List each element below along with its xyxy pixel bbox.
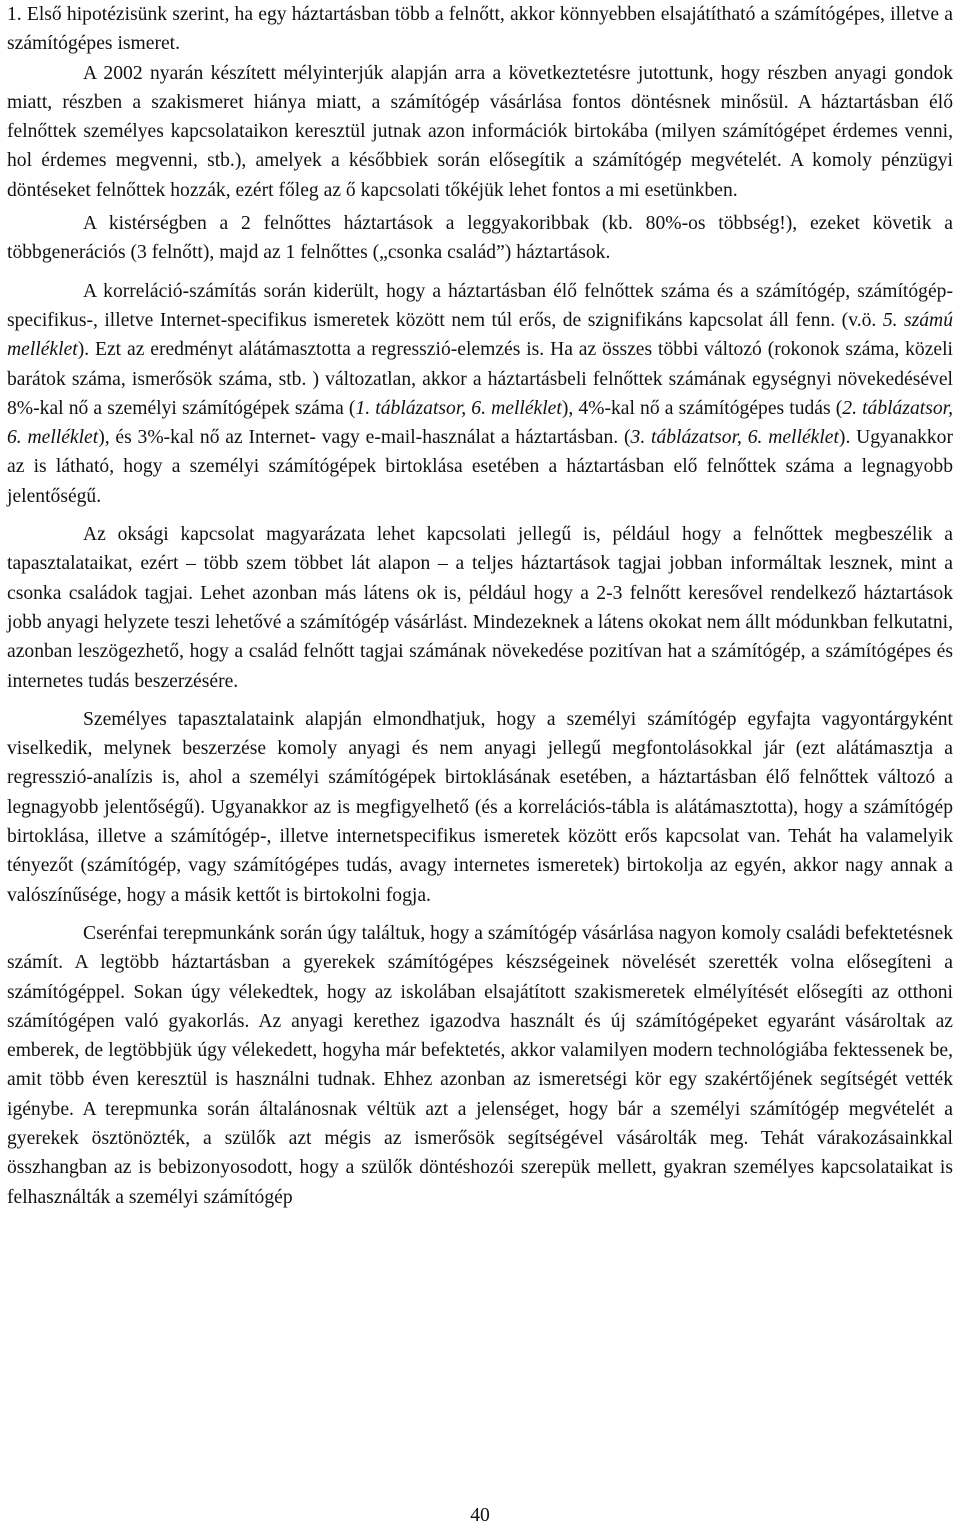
- text-run: ). Ugyanakkor az is látható, hogy a személyi számítógépek birtoklása esetében a háztartásban elő felnőttek száma a legnagyobb jelentőségű.: [7, 427, 953, 507]
- italic-reference: 2. táblázatsor, 6. melléklet: [7, 397, 953, 449]
- page-number: 40: [470, 1505, 490, 1526]
- text-run: ), és 3%-kal nő az Internet- vagy e-mail-használat a háztartásban. (: [98, 427, 631, 449]
- text-run: ), 4%-kal nő a számítógépes tudás (: [561, 397, 843, 419]
- paragraph-interviews: [7, 59, 953, 205]
- paragraph-fieldwork: [7, 919, 953, 1212]
- text-run: Személyes tapasztalataink alapján elmondhatjuk, hogy a személyi számítógép egyfajta vagyontárgyként viselkedik, melynek beszerzése komoly anyagi és nem anyagi jellegű megfontolásokkal jár (ezt alátámasztja a regresszió-analízis is, ahol a személyi számítógépek birtoklásának esetében, a háztartásban élő felnőttek változó a legnagyobb jelentőségű). Ugyanakkor az is megfigyelhető (és a korrelációs-tábla is alátámasztotta), hogy a számítógép birtoklása, illetve a számítógép-, illetve internetspecifikus ismeretek között erős kapcsolat van. Tehát ha valamelyik tényezőt (számítógép, vagy számítógépes tudás, avagy internetes ismeretek) birtokolja az egyén, akkor nagy annak a valószínűsége, hogy a másik kettőt is birtokolni fogja.: [7, 708, 953, 906]
- italic-reference: 3. táblázatsor, 6. melléklet: [630, 427, 839, 449]
- paragraph-personal-experience: [7, 705, 953, 910]
- paragraph-causal-explanation: [7, 520, 953, 696]
- italic-reference: 1. táblázatsor, 6. melléklet: [355, 397, 562, 419]
- paragraph-correlation: [7, 277, 953, 511]
- text-run: A kistérségben a 2 felnőttes háztartások a leggyakoribbak (kb. 80%-os többség!), ezeket követik a többgenerációs (3 felnőtt), majd az 1 felnőttes („csonka család”) háztartások.: [7, 213, 953, 264]
- document-body: [7, 0, 953, 1212]
- text-run: ). Ezt az eredményt alátámasztotta a regresszió-elemzés is. Ha az összes többi változó (rokonok száma, közeli barátok száma, ismerősök száma, stb. ) változatlan, akkor a háztartásbeli felnőttek számának egységnyi növekedésével 8%-kal nő a személyi számítógépek száma (: [7, 339, 953, 419]
- paragraph-hypothesis: [7, 0, 953, 59]
- text-run: A 2002 nyarán készített mélyinterjúk alapján arra a következtetésre jutottunk, hogy részben anyagi gondok miatt, részben a szakismeret hiánya miatt, a számítógép vásárlása fontos döntésnek minősül. A háztartásban élő felnőttek személyes kapcsolataikon keresztül jutnak azon információk birtokába (milyen számítógépet érdemes venni, hol érdemes megvenni, stb.), amelyek a későbbiek során elősegítik a számítógép megvételét. A komoly pénzügyi döntéseket felnőttek hozzák, ezért főleg az ő kapcsolati tőkéjük lehet fontos a mi esetünkben.: [7, 62, 953, 201]
- italic-reference: 5. számú melléklet: [7, 309, 953, 361]
- text-run: A korreláció-számítás során kiderült, hogy a háztartásban élő felnőttek száma és a számítógép, számítógép-specifikus-, illetve Internet-specifikus ismeretek között nem túl erős, de szignifikáns kapcsolat áll fenn. (v.ö.: [7, 280, 953, 331]
- paragraph-household-types: [7, 209, 953, 268]
- text-run: 1. Első hipotézisünk szerint, ha egy háztartásban több a felnőtt, akkor könnyebben elsajátítható a számítógépes, illetve a számítógépes ismeret.: [7, 4, 953, 55]
- text-run: Az oksági kapcsolat magyarázata lehet kapcsolati jellegű is, például hogy a felnőttek megbeszélik a tapasztalataikat, ezért – több szem többet lát alapon – a teljes háztartások tagjai jobban informáltak lesznek, mint a csonka családok tagjai. Lehet azonban más látens ok is, például hogy a 2-3 felnőtt keresővel rendelkező háztartások jobb anyagi helyzete teszi lehetővé a számítógép vásárlást. Mindezeknek a látens okokat nem állt módunkban felkutatni, azonban leszögezhető, hogy a család felnőtt tagjai számának növekedése pozitívan hat a számítógép, a számítógépes és internetes tudás beszerzésére.: [7, 524, 953, 692]
- text-run: Cserénfai terepmunkánk során úgy találtuk, hogy a számítógép vásárlása nagyon komoly családi befektetésnek számít. A legtöbb háztartásban a gyerekek számítógépes készségeinek növelését szerették volna elősegíteni a számítógéppel. Sokan úgy vélekedtek, hogy az iskolában elsajátított szakismeretek elmélyítését elősegíti az otthoni számítógépen való gyakorlás. Az anyagi kerethez igazodva használt és új számítógépeket egyaránt vásároltak az emberek, de legtöbbjük úgy vélekedett, hogyha már befektetés, akkor valamilyen modern technológiába fektessenek be, amit több éven keresztül is használni tudnak. Ehhez azonban az ismeretségi kör egy szakértőjének segítségét vették igénybe. A terepmunka során általánosnak véltük azt a jelenséget, hogy bár a személyi számítógép megvételét a gyerekek ösztönözték, a szülők azt mégis az ismerősök segítségével vásárolták meg. Tehát várakozásainkkal összhangban az is bebizonyosodott, hogy a szülők döntéshozói szerepük mellett, gyakran személyes kapcsolataikat is felhasználták a személyi számítógép: [7, 922, 954, 1208]
